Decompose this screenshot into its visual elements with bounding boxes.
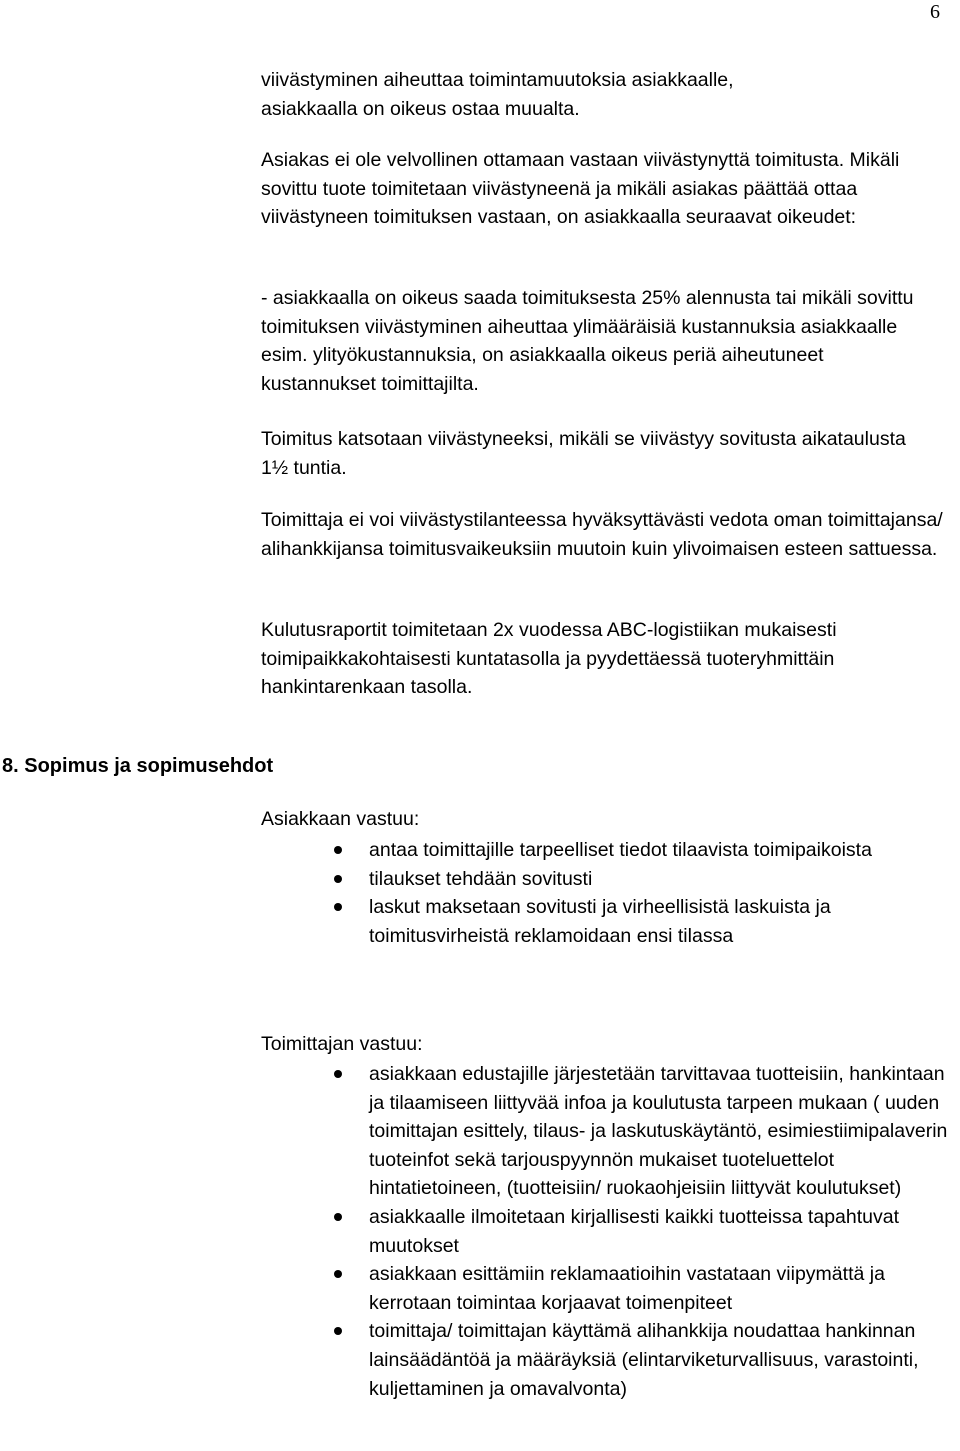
section-heading: 8. Sopimus ja sopimusehdot <box>2 755 274 777</box>
supplier-responsibility-title: Toimittajan vastuu: <box>261 1033 423 1055</box>
paragraph-delay-rights: viivästyminen aiheuttaa toimintamuutoksia asiakkaalle, asiakkaalla on oikeus ostaa muualta. <box>261 69 734 120</box>
paragraph-consumption-reports: Kulutusraportit toimitetaan 2x vuodessa ABC-logistiikan mukaisesti toimipaikkakohtaisesti kuntatasolla ja pyydettäessä tuoteryhmittäin hankintarenkaan tasolla. <box>261 619 837 699</box>
paragraph-force-majeure: Toimittaja ei voi viivästystilanteessa hyväksyttävästi vedota oman toimittajansa/ alihankkijansa toimitusvaikeuksiin muutoin kuin ylivoimaisen esteen sattuessa. <box>261 509 943 560</box>
bullet-icon <box>334 1070 342 1078</box>
paragraph-delay-definition: Toimitus katsotaan viivästyneeksi, mikäli se viivästyy sovitusta aikataulusta 1½ tuntia. <box>261 428 906 479</box>
page-number: 6 <box>930 1 940 23</box>
dash-item-discount: - asiakkaalla on oikeus saada toimituksesta 25% alennusta tai mikäli sovittu toimituksen viivästyminen aiheuttaa ylimääräisiä kustannuksia asiakkaalle esim. ylityökustannuksia, on asiakkaalla oikeus periä aiheutuneet kustannukset toimittajilta. <box>261 287 914 395</box>
bullet-icon <box>334 846 342 854</box>
list-item: antaa toimittajille tarpeelliset tiedot tilaavista toimipaikoista <box>0 836 949 865</box>
list-item: asiakkaan edustajille järjestetään tarvittavaa tuotteisiin, hankintaan ja tilaamiseen liittyvää infoa ja koulutusta tarpeen mukaan ( uuden toimittajan esittely, tilaus- ja laskutuskäytäntö, esimiestiimipalaverin tuoteinfot sekä tarjouspyynnön mukaiset tuoteluettelot hintatietoineen, (tuotteisiin/ ruokaohjeisiin liittyvät koulutukset) <box>0 1060 949 1203</box>
list-item: tilaukset tehdään sovitusti <box>0 865 949 894</box>
bullet-icon <box>334 1213 342 1221</box>
list-item: laskut maksetaan sovitusti ja virheellisistä laskuista ja toimitusvirheistä reklamoidaan ensi tilassa <box>0 893 949 950</box>
customer-responsibility-title: Asiakkaan vastuu: <box>261 808 420 830</box>
customer-responsibility-list <box>0 836 949 950</box>
bullet-icon <box>334 903 342 911</box>
list-item: asiakkaan esittämiin reklamaatioihin vastataan viipymättä ja kerrotaan toimintaa korjaavat toimenpiteet <box>0 1260 949 1317</box>
bullet-icon <box>334 1270 342 1278</box>
bullet-icon <box>334 1327 342 1335</box>
list-item: asiakkaalle ilmoitetaan kirjallisesti kaikki tuotteissa tapahtuvat muutokset <box>0 1203 949 1260</box>
paragraph-customer-obligation: Asiakas ei ole velvollinen ottamaan vastaan viivästynyttä toimitusta. Mikäli sovittu tuote toimitetaan viivästyneenä ja mikäli asiakas päättää ottaa viivästyneen toimituksen vastaan, on asiakkaalla seuraavat oikeudet: <box>261 149 900 229</box>
list-item: toimittaja/ toimittajan käyttämä alihankkija noudattaa hankinnan lainsäädäntöä ja määräyksiä (elintarviketurvallisuus, varastointi, kuljettaminen ja omavalvonta) <box>0 1317 949 1403</box>
supplier-responsibility-list <box>0 1060 949 1403</box>
bullet-icon <box>334 875 342 883</box>
